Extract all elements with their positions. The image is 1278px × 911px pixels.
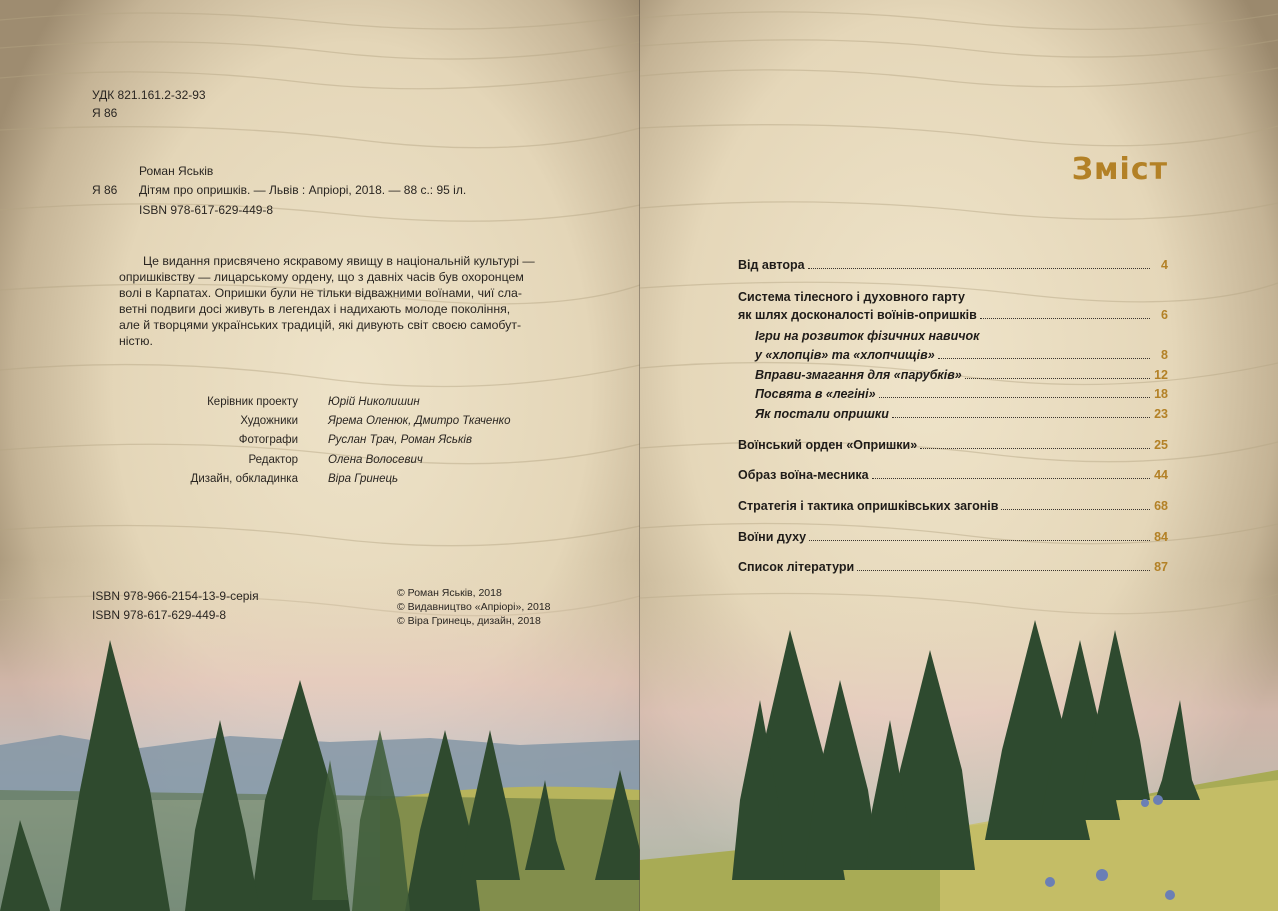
toc-page-number: 87: [1154, 560, 1168, 574]
abstract-line: волі в Карпатах. Опришки були не тільки відважними воїнами, чиї сла-: [119, 286, 522, 300]
toc-entry[interactable]: Стратегія і тактика опришківських загонів 68: [738, 499, 1168, 513]
toc-leader-dots: [879, 397, 1150, 398]
toc-page-number: 4: [1161, 258, 1168, 272]
isbn-book: ISBN 978-617-629-449-8: [92, 608, 227, 622]
abstract-line: Це видання присвячено яскравому явищу в національній культурі —: [143, 254, 535, 268]
toc-page-number: 25: [1154, 438, 1168, 452]
copyright-publisher: © Видавництво «Апріорі», 2018: [397, 601, 551, 613]
toc-leader-dots: [965, 378, 1150, 379]
toc-page-number: 23: [1154, 407, 1168, 421]
call-code-repeat: Я 86: [92, 183, 118, 197]
copyright-author: © Роман Яськів, 2018: [397, 587, 502, 599]
credit-role: Дизайн, обкладинка: [190, 473, 298, 485]
toc-entry[interactable]: Від автора 4: [738, 258, 1168, 272]
toc-page-number: 84: [1154, 530, 1168, 544]
toc-entry[interactable]: Воїнський орден «Опришки» 25: [738, 438, 1168, 452]
toc-subentry[interactable]: Як постали опришки 23: [755, 407, 1168, 421]
credit-role: Фотографи: [238, 434, 298, 446]
author-name: Роман Яськів: [139, 164, 214, 178]
toc-leader-dots: [938, 358, 1150, 359]
toc-entry[interactable]: Список літератури 87: [738, 560, 1168, 574]
call-code: Я 86: [92, 106, 118, 120]
isbn-main: ISBN 978-617-629-449-8: [139, 203, 274, 217]
isbn-series: ISBN 978-966-2154-13-9-серія: [92, 589, 259, 603]
toc-leader-dots: [808, 268, 1150, 269]
left-page: УДК 821.161.2-32-93 Я 86 Роман Яськів Я 86 Дітям про опришків. — Львів : Апріорі, 2018. — 88 с.: 95 іл. ISBN 978-617-629-449-8 Це видання присвячено яскравому явищу в національній культурі — опришківству — лицарському ордену, що з давніх часів був охоронцем волі в Карпатах. Опришки були не тільки відважними воїнами, чиї сла- ветні подвиги досі живуть в легендах і надихають молоде покоління, але й творцями українських традицій, які дивують світ своєю самобут- ністю. Керівник проекту Юрій Николишин Художники Ярема Оленюк, Дмитро Ткаченко Фотографи Руслан Трач, Роман Яськів Редактор Олена Волосевич Дизайн, обкладинка Віра Гринець ISBN 978-966-2154-13-9-серія ISBN 978-617-629-449-8 © Роман Яськів, 2018 © Видавництво «Апріорі», 2018 © Віра Гринець, дизайн, 2018: [0, 0, 640, 911]
toc-entry[interactable]: як шлях досконалості воїнів-опришків 6: [738, 308, 1168, 322]
toc-leader-dots: [920, 448, 1150, 449]
toc-title: Зміст: [1071, 152, 1168, 187]
toc-page-number: 6: [1161, 308, 1168, 322]
toc-leader-dots: [857, 570, 1150, 571]
right-page: [640, 0, 1278, 911]
udk-code: УДК 821.161.2-32-93: [92, 88, 206, 102]
toc-subentry[interactable]: Посвята в «легіні» 18: [755, 387, 1168, 401]
toc-subentry-line1[interactable]: Ігри на розвиток фізичних навичок: [755, 329, 980, 343]
copyright-design: © Віра Гринець, дизайн, 2018: [397, 615, 541, 627]
abstract-line: опришківству — лицарському ордену, що з давніх часів був охоронцем: [119, 270, 524, 284]
abstract-line: але й творцями українських традицій, які дивують світ своєю самобут-: [119, 318, 522, 332]
toc-entry-line1[interactable]: Система тілесного і духовного гарту: [738, 290, 965, 304]
toc-entry[interactable]: Воїни духу 84: [738, 530, 1168, 544]
toc-leader-dots: [980, 318, 1150, 319]
bibliographic-description: Дітям про опришків. — Львів : Апріорі, 2018. — 88 с.: 95 іл.: [139, 183, 467, 197]
toc-leader-dots: [809, 540, 1150, 541]
credit-role: Керівник проекту: [207, 396, 298, 408]
toc-page-number: 8: [1161, 348, 1168, 362]
credit-role: Редактор: [248, 454, 298, 466]
toc-page-number: 68: [1154, 499, 1168, 513]
abstract: [119, 253, 554, 349]
toc-subentry[interactable]: у «хлопців» та «хлопчищів» 8: [755, 348, 1168, 362]
toc-leader-dots: [892, 417, 1150, 418]
toc-entry[interactable]: Образ воїна-месника 44: [738, 468, 1168, 482]
toc-leader-dots: [1001, 509, 1150, 510]
toc-page-number: 18: [1154, 387, 1168, 401]
toc-page-number: 44: [1154, 468, 1168, 482]
toc-leader-dots: [872, 478, 1150, 479]
toc-page-number: 12: [1154, 368, 1168, 382]
abstract-line: ністю.: [119, 334, 153, 348]
abstract-line: ветні подвиги досі живуть в легендах і надихають молоде покоління,: [119, 302, 511, 316]
credit-role: Художники: [240, 415, 298, 427]
toc-subentry[interactable]: Вправи-змагання для «парубків» 12: [755, 368, 1168, 382]
